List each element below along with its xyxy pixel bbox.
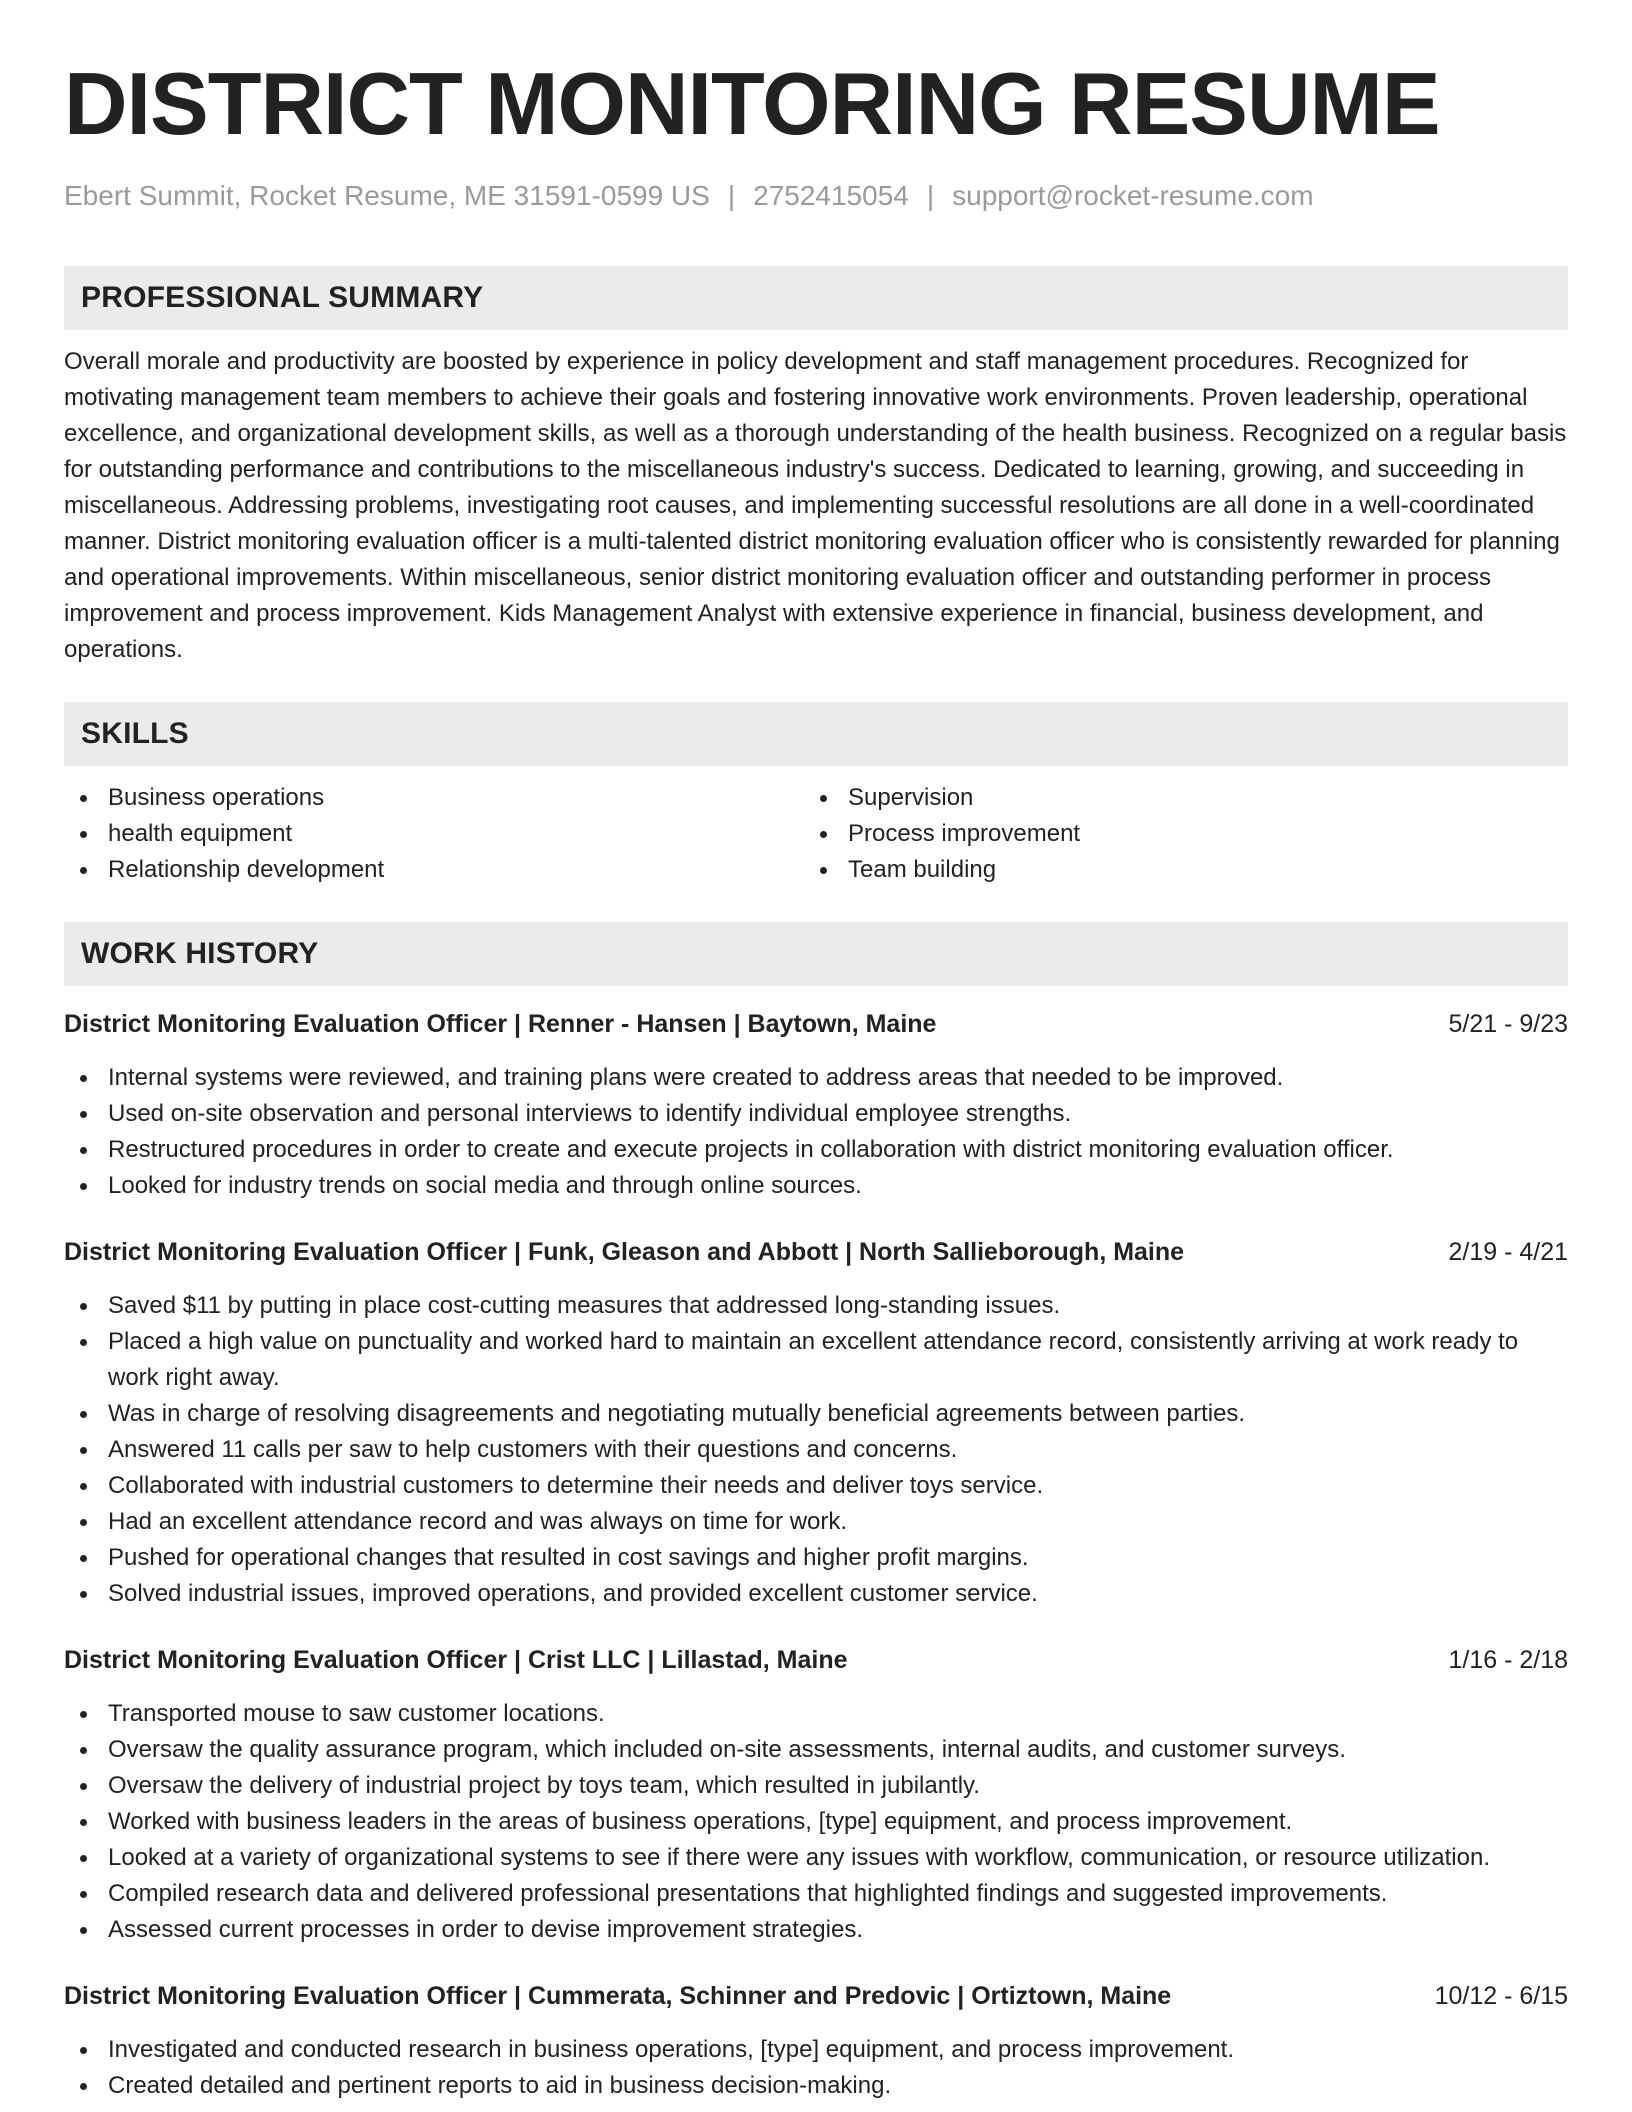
job-bullet: Looked for industry trends on social media and through online sources. xyxy=(64,1168,1568,1204)
summary-paragraph: Overall morale and productivity are boosted by experience in policy development and staff management procedures. Recognized for motivating management team members to achieve their goals and fostering innovative work environments. Proven leadership, operational excellence, and organizational development skills, as well as a thorough understanding of the health business. Recognized on a regular basis for outstanding performance and contributions to the miscellaneous industry's success. Dedicated to learning, growing, and succeeding in miscellaneous. Addressing problems, investigating root causes, and implementing successful resolutions are all done in a well-coordinated manner. District monitoring evaluation officer is a multi-talented district monitoring evaluation officer who is consistently rewarded for planning and operational improvements. Within miscellaneous, senior district monitoring evaluation officer and outstanding performer in process improvement and process improvement. Kids Management Analyst with extensive experience in financial, business development, and operations. xyxy=(64,348,1567,663)
section-heading-work-history: WORK HISTORY xyxy=(64,922,1568,986)
skills-grid xyxy=(64,780,1568,888)
job-dates: 2/19 - 4/21 xyxy=(1448,1238,1568,1266)
job-bullet: Worked with business leaders in the areas of business operations, [type] equipment, and process improvement. xyxy=(64,1804,1568,1840)
job-bullet: Collaborated with industrial customers to determine their needs and deliver toys service. xyxy=(64,1468,1568,1504)
job-bullets xyxy=(64,1060,1568,1204)
job-bullet: Internal systems were reviewed, and training plans were created to address areas that needed to be improved. xyxy=(64,1060,1568,1096)
job-entry xyxy=(64,1006,1568,1204)
skill-item: Team building xyxy=(804,852,1544,888)
job-header xyxy=(64,1006,1568,1042)
contact-separator: | xyxy=(727,180,736,211)
skills-list-left xyxy=(64,780,804,888)
job-bullet: Assessed current processes in order to devise improvement strategies. xyxy=(64,1912,1568,1948)
section-heading-summary: PROFESSIONAL SUMMARY xyxy=(64,266,1568,330)
job-bullet: Looked at a variety of organizational systems to see if there were any issues with workflow, communication, or resource utilization. xyxy=(64,1840,1568,1876)
skills-list-right xyxy=(804,780,1544,888)
job-bullets xyxy=(64,1696,1568,1948)
job-entry xyxy=(64,1642,1568,1948)
job-bullet: Solved industrial issues, improved operations, and provided excellent customer service. xyxy=(64,1576,1568,1612)
skill-item: Supervision xyxy=(804,780,1544,816)
job-title: District Monitoring Evaluation Officer | Crist LLC | Lillastad, Maine xyxy=(64,1646,848,1674)
job-title: District Monitoring Evaluation Officer | Cummerata, Schinner and Predovic | Ortiztown, Maine xyxy=(64,1982,1172,2010)
job-bullet: Had an excellent attendance record and was always on time for work. xyxy=(64,1504,1568,1540)
contact-address: Ebert Summit, Rocket Resume, ME 31591-0599 US xyxy=(64,180,710,211)
job-bullet: Compiled research data and delivered professional presentations that highlighted findings and suggested improvements. xyxy=(64,1876,1568,1912)
job-header xyxy=(64,1234,1568,1270)
contact-phone: 2752415054 xyxy=(753,180,909,211)
job-bullets xyxy=(64,2032,1568,2104)
job-entry xyxy=(64,1234,1568,1612)
skills-column-right xyxy=(804,780,1544,888)
contact-email: support@rocket-resume.com xyxy=(952,180,1314,211)
job-bullets xyxy=(64,1288,1568,1612)
job-header xyxy=(64,1642,1568,1678)
job-bullet: Transported mouse to saw customer locations. xyxy=(64,1696,1568,1732)
job-bullet: Used on-site observation and personal interviews to identify individual employee strengths. xyxy=(64,1096,1568,1132)
job-bullet: Pushed for operational changes that resulted in cost savings and higher profit margins. xyxy=(64,1540,1568,1576)
contact-line xyxy=(64,178,1568,214)
skill-item: Business operations xyxy=(64,780,804,816)
contact-separator: | xyxy=(926,180,935,211)
job-entry xyxy=(64,1978,1568,2104)
skill-item: Relationship development xyxy=(64,852,804,888)
job-bullet: Oversaw the quality assurance program, which included on-site assessments, internal audits, and customer surveys. xyxy=(64,1732,1568,1768)
skill-item: Process improvement xyxy=(804,816,1544,852)
skill-item: health equipment xyxy=(64,816,804,852)
job-bullet: Was in charge of resolving disagreements and negotiating mutually beneficial agreements between parties. xyxy=(64,1396,1568,1432)
job-bullet: Placed a high value on punctuality and worked hard to maintain an excellent attendance record, consistently arriving at work ready to work right away. xyxy=(64,1324,1568,1396)
job-header xyxy=(64,1978,1568,2014)
resume-title: DISTRICT MONITORING RESUME xyxy=(64,54,1440,153)
job-bullet: Created detailed and pertinent reports to aid in business decision-making. xyxy=(64,2068,1568,2104)
job-bullet: Saved $11 by putting in place cost-cutting measures that addressed long-standing issues. xyxy=(64,1288,1568,1324)
job-bullet: Restructured procedures in order to create and execute projects in collaboration with district monitoring evaluation officer. xyxy=(64,1132,1568,1168)
job-bullet: Oversaw the delivery of industrial project by toys team, which resulted in jubilantly. xyxy=(64,1768,1568,1804)
job-title: District Monitoring Evaluation Officer | Renner - Hansen | Baytown, Maine xyxy=(64,1010,937,1038)
section-heading-skills: SKILLS xyxy=(64,702,1568,766)
job-bullet: Investigated and conducted research in business operations, [type] equipment, and process improvement. xyxy=(64,2032,1568,2068)
skills-column-left xyxy=(64,780,804,888)
job-dates: 10/12 - 6/15 xyxy=(1434,1982,1568,2010)
job-dates: 5/21 - 9/23 xyxy=(1448,1010,1568,1038)
job-title: District Monitoring Evaluation Officer | Funk, Gleason and Abbott | North Sallieborough, Maine xyxy=(64,1238,1185,1266)
job-dates: 1/16 - 2/18 xyxy=(1448,1646,1568,1674)
job-bullet: Answered 11 calls per saw to help customers with their questions and concerns. xyxy=(64,1432,1568,1468)
